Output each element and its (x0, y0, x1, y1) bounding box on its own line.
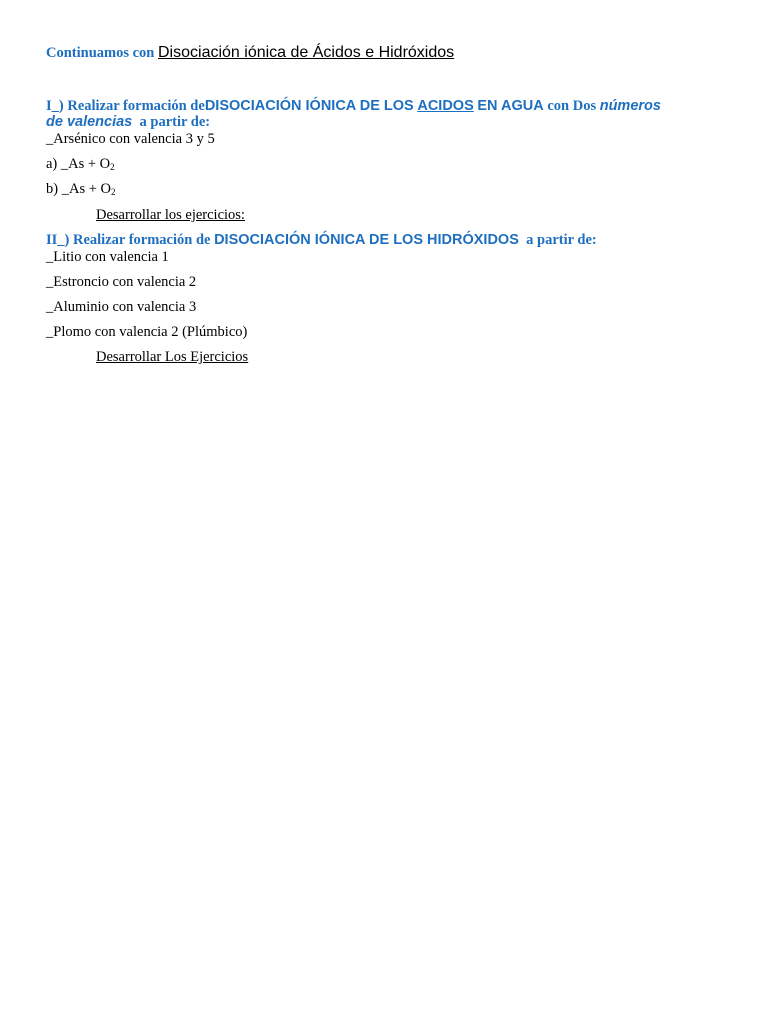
intro-prefix: Continuamos con (46, 45, 155, 61)
section2-number: II_) (46, 232, 70, 248)
section1-item-b (46, 180, 115, 201)
item-b-subscript: 2 (110, 187, 116, 197)
section2-item: _Aluminio con valencia 3 (46, 299, 197, 315)
section1-task: Desarrollar los ejercicios: (96, 207, 245, 223)
section1-heading-line2 (46, 113, 210, 131)
section1-number: I_) (46, 98, 64, 114)
item-b-label: b) (46, 181, 59, 197)
section2-task: Desarrollar Los Ejercicios (96, 349, 249, 365)
section1-item-a (46, 155, 115, 176)
intro-line (46, 44, 454, 62)
intro-topic: Disociación iónica de Ácidos e Hidróxidos (158, 44, 455, 61)
item-a-label: a) (46, 156, 58, 172)
section2-lead: Realizar formación de (73, 232, 211, 248)
item-a-formula: _As + O (60, 156, 111, 172)
section1-tail: a partir de: (139, 114, 211, 130)
section1-mid: con Dos (547, 98, 597, 114)
item-b-formula: _As + O (61, 181, 111, 197)
section1-ital-b: de valencias (46, 114, 133, 130)
section1-lead: Realizar formación de (67, 98, 205, 114)
section1-ital-a: números (599, 98, 661, 114)
section1-element: _Arsénico con valencia 3 y 5 (46, 131, 215, 147)
section1-caps-b: ACIDOS (417, 98, 474, 114)
section2-tail: a partir de: (526, 232, 597, 248)
section2-item: _Plomo con valencia 2 (Plúmbico) (46, 324, 248, 340)
section1-caps-c: EN AGUA (477, 98, 544, 114)
section1-caps-a: DISOCIACIÓN IÓNICA DE LOS (204, 98, 414, 114)
section2-item: _Estroncio con valencia 2 (46, 274, 197, 290)
section2-caps: DISOCIACIÓN IÓNICA DE LOS HIDRÓXIDOS (214, 232, 519, 248)
section2-heading (46, 231, 597, 249)
item-a-subscript: 2 (110, 162, 115, 172)
section2-item: _Litio con valencia 1 (46, 249, 169, 265)
